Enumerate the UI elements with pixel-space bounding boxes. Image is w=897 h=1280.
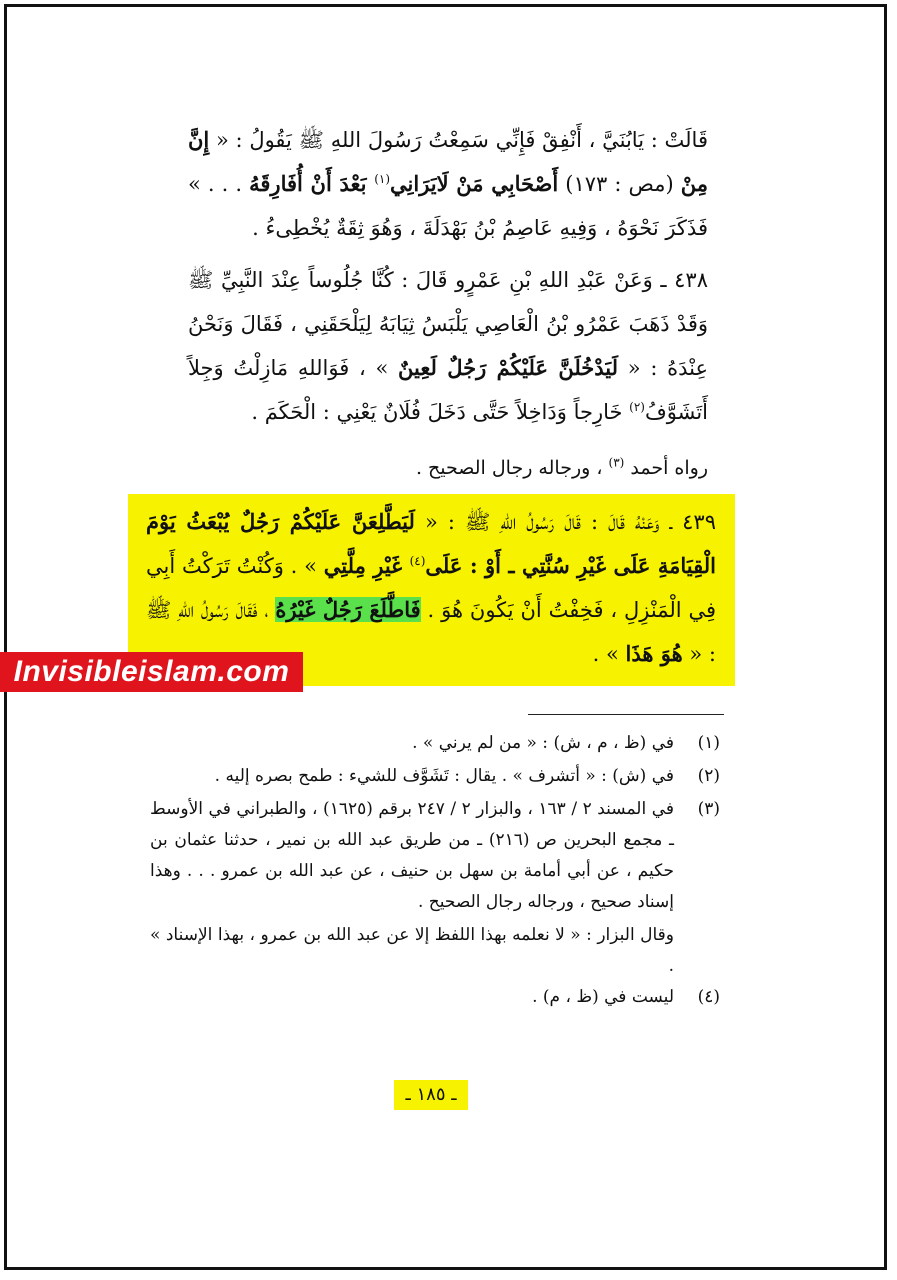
p3-hadith: لَيَطَّلِعَنَّ عَلَيْكُمْ رَجُلٌ يُبْعَثُ يَوْمَ الْقِيَامَةِ عَلَى غَيْرِ سُنَّتِي ـ أَوْ : عَلَى	[146, 509, 716, 578]
narration-b: ، ورجاله رجال الصحيح .	[415, 457, 609, 479]
footnote-1	[150, 728, 720, 759]
footnote-2	[150, 761, 720, 792]
p3-close: » .	[592, 642, 626, 666]
p1-manuscript-ref: (مص : ١٧٣)	[558, 172, 681, 196]
footnote-ref-1: (١)	[374, 172, 391, 186]
footnote-divider	[528, 714, 724, 715]
p1-hadith-start: إِنَّ مِنْ	[188, 127, 708, 196]
p3-hadith-end: غَيْرِ مِلَّتِي	[323, 553, 410, 578]
narration-line	[188, 446, 708, 490]
footnote-number: (٣)	[697, 799, 720, 819]
footnote-number: (٤)	[697, 987, 720, 1007]
footnote-ref-3: (٣)	[608, 455, 625, 470]
green-highlight: فَاطَّلَعَ رَجُلٌ غَيْرُهُ	[275, 597, 421, 622]
footnote-text: ليست في (ظ ، م) .	[532, 987, 674, 1007]
p3-intro: ٤٣٩ ـ وَعَنْهُ قَالَ : قَالَ رَسُولُ اللهِ ﷺ : «	[414, 510, 716, 534]
narration-a: رواه أحمد	[624, 457, 708, 479]
p3-continue: ، فَقَالَ رَسُولُ اللهِ ﷺ : «	[146, 598, 716, 666]
footnote-text: في (ش) : « أتشرف » . يقال : تَشَوَّف للشيء : طمح بصره إليه .	[214, 766, 674, 786]
p2-intro: ٤٣٨ ـ وَعَنْ عَبْدِ اللهِ بْنِ عَمْرٍو قَالَ : كُنَّا جُلُوساً عِنْدَ النَّبِيِّ ﷺ وَقَدْ ذَهَبَ عَمْرُو بْنُ الْعَاصِي يَلْبَسُ ثِيَابَهُ لِيَلْحَقَنِي ، فَقَالَ وَنَحْنُ عِنْدَهُ : «	[188, 268, 709, 380]
footnote-text: في المسند ٢ / ١٦٣ ، والبزار ٢ / ٢٤٧ برقم (١٦٢٥) ، والطبراني في الأوسط ـ مجمع البحرين ص (٢١٦) ـ من طريق عبد الله بن نمير ، حدثنا عثمان بن حكيم ، عن أبي أمامة بن سهل بن حنيف ، عن عبد الله بن عمرو . . . وهذا إسناد صحيح ، ورجاله رجال الصحيح .	[150, 799, 675, 912]
footnote-number: (١)	[697, 733, 720, 753]
footnote-ref-2: (٢)	[629, 400, 645, 414]
p1-hadith-end: بَعْدَ أَنْ أُفَارِقَهُ	[249, 171, 375, 196]
footnote-3	[150, 794, 720, 918]
footnote-text: في (ظ ، م ، ش) : « من لم يرني » .	[412, 733, 674, 753]
p3-quote: هُوَ هَذَا	[625, 641, 683, 666]
p2-hadith: لَيَدْخُلَنَّ عَلَيْكُمْ رَجُلٌ لَعِينٌ	[398, 355, 619, 380]
footnotes	[150, 728, 720, 1015]
footnote-3-continued: وقال البزار : « لا نعلمه بهذا اللفظ إلا عن عبد الله بن عمرو ، بهذا الإسناد » .	[150, 925, 674, 976]
page-number: ـ ١٨٥ ـ	[394, 1080, 468, 1110]
p1-intro: قَالَتْ : يَابُنَيَّ ، أَنْفِقْ فَإِنِّي سَمِعْتُ رَسُولَ اللهِ ﷺ يَقُولُ : «	[209, 128, 708, 152]
p1-remark: . . . » فَذَكَرَ نَحْوَهُ ، وَفِيهِ عَاصِمُ بْنُ بَهْدَلَةَ ، وَهُوَ ثِقَةٌ يُخْطِىءُ .	[188, 172, 708, 240]
footnote-ref-4: (٤)	[409, 554, 426, 568]
p2-narration: » ، فَوَاللهِ مَازِلْتُ وَجِلاً أَتَشَوَّفُ	[188, 356, 708, 424]
footnote-number: (٢)	[697, 766, 720, 786]
footnote-4	[150, 982, 720, 1013]
p1-hadith-mid: أَصْحَابِي مَنْ لَايَرَانِي	[390, 171, 559, 196]
p2-ending: خَارِجاً وَدَاخِلاً حَتَّى دَخَلَ فُلَانٌ يَعْنِي : الْحَكَمَ .	[251, 400, 630, 424]
watermark-logo: Invisibleislam.com	[0, 652, 303, 692]
paragraph-1	[188, 118, 708, 250]
p3-narration: » . وَكُنْتُ تَرَكْتُ أَبِي فِي الْمَنْزِلِ ، فَخِفْتُ أَنْ يَكُونَ هُوَ .	[146, 554, 717, 622]
paragraph-438	[188, 258, 708, 434]
paragraph-439	[146, 500, 716, 676]
